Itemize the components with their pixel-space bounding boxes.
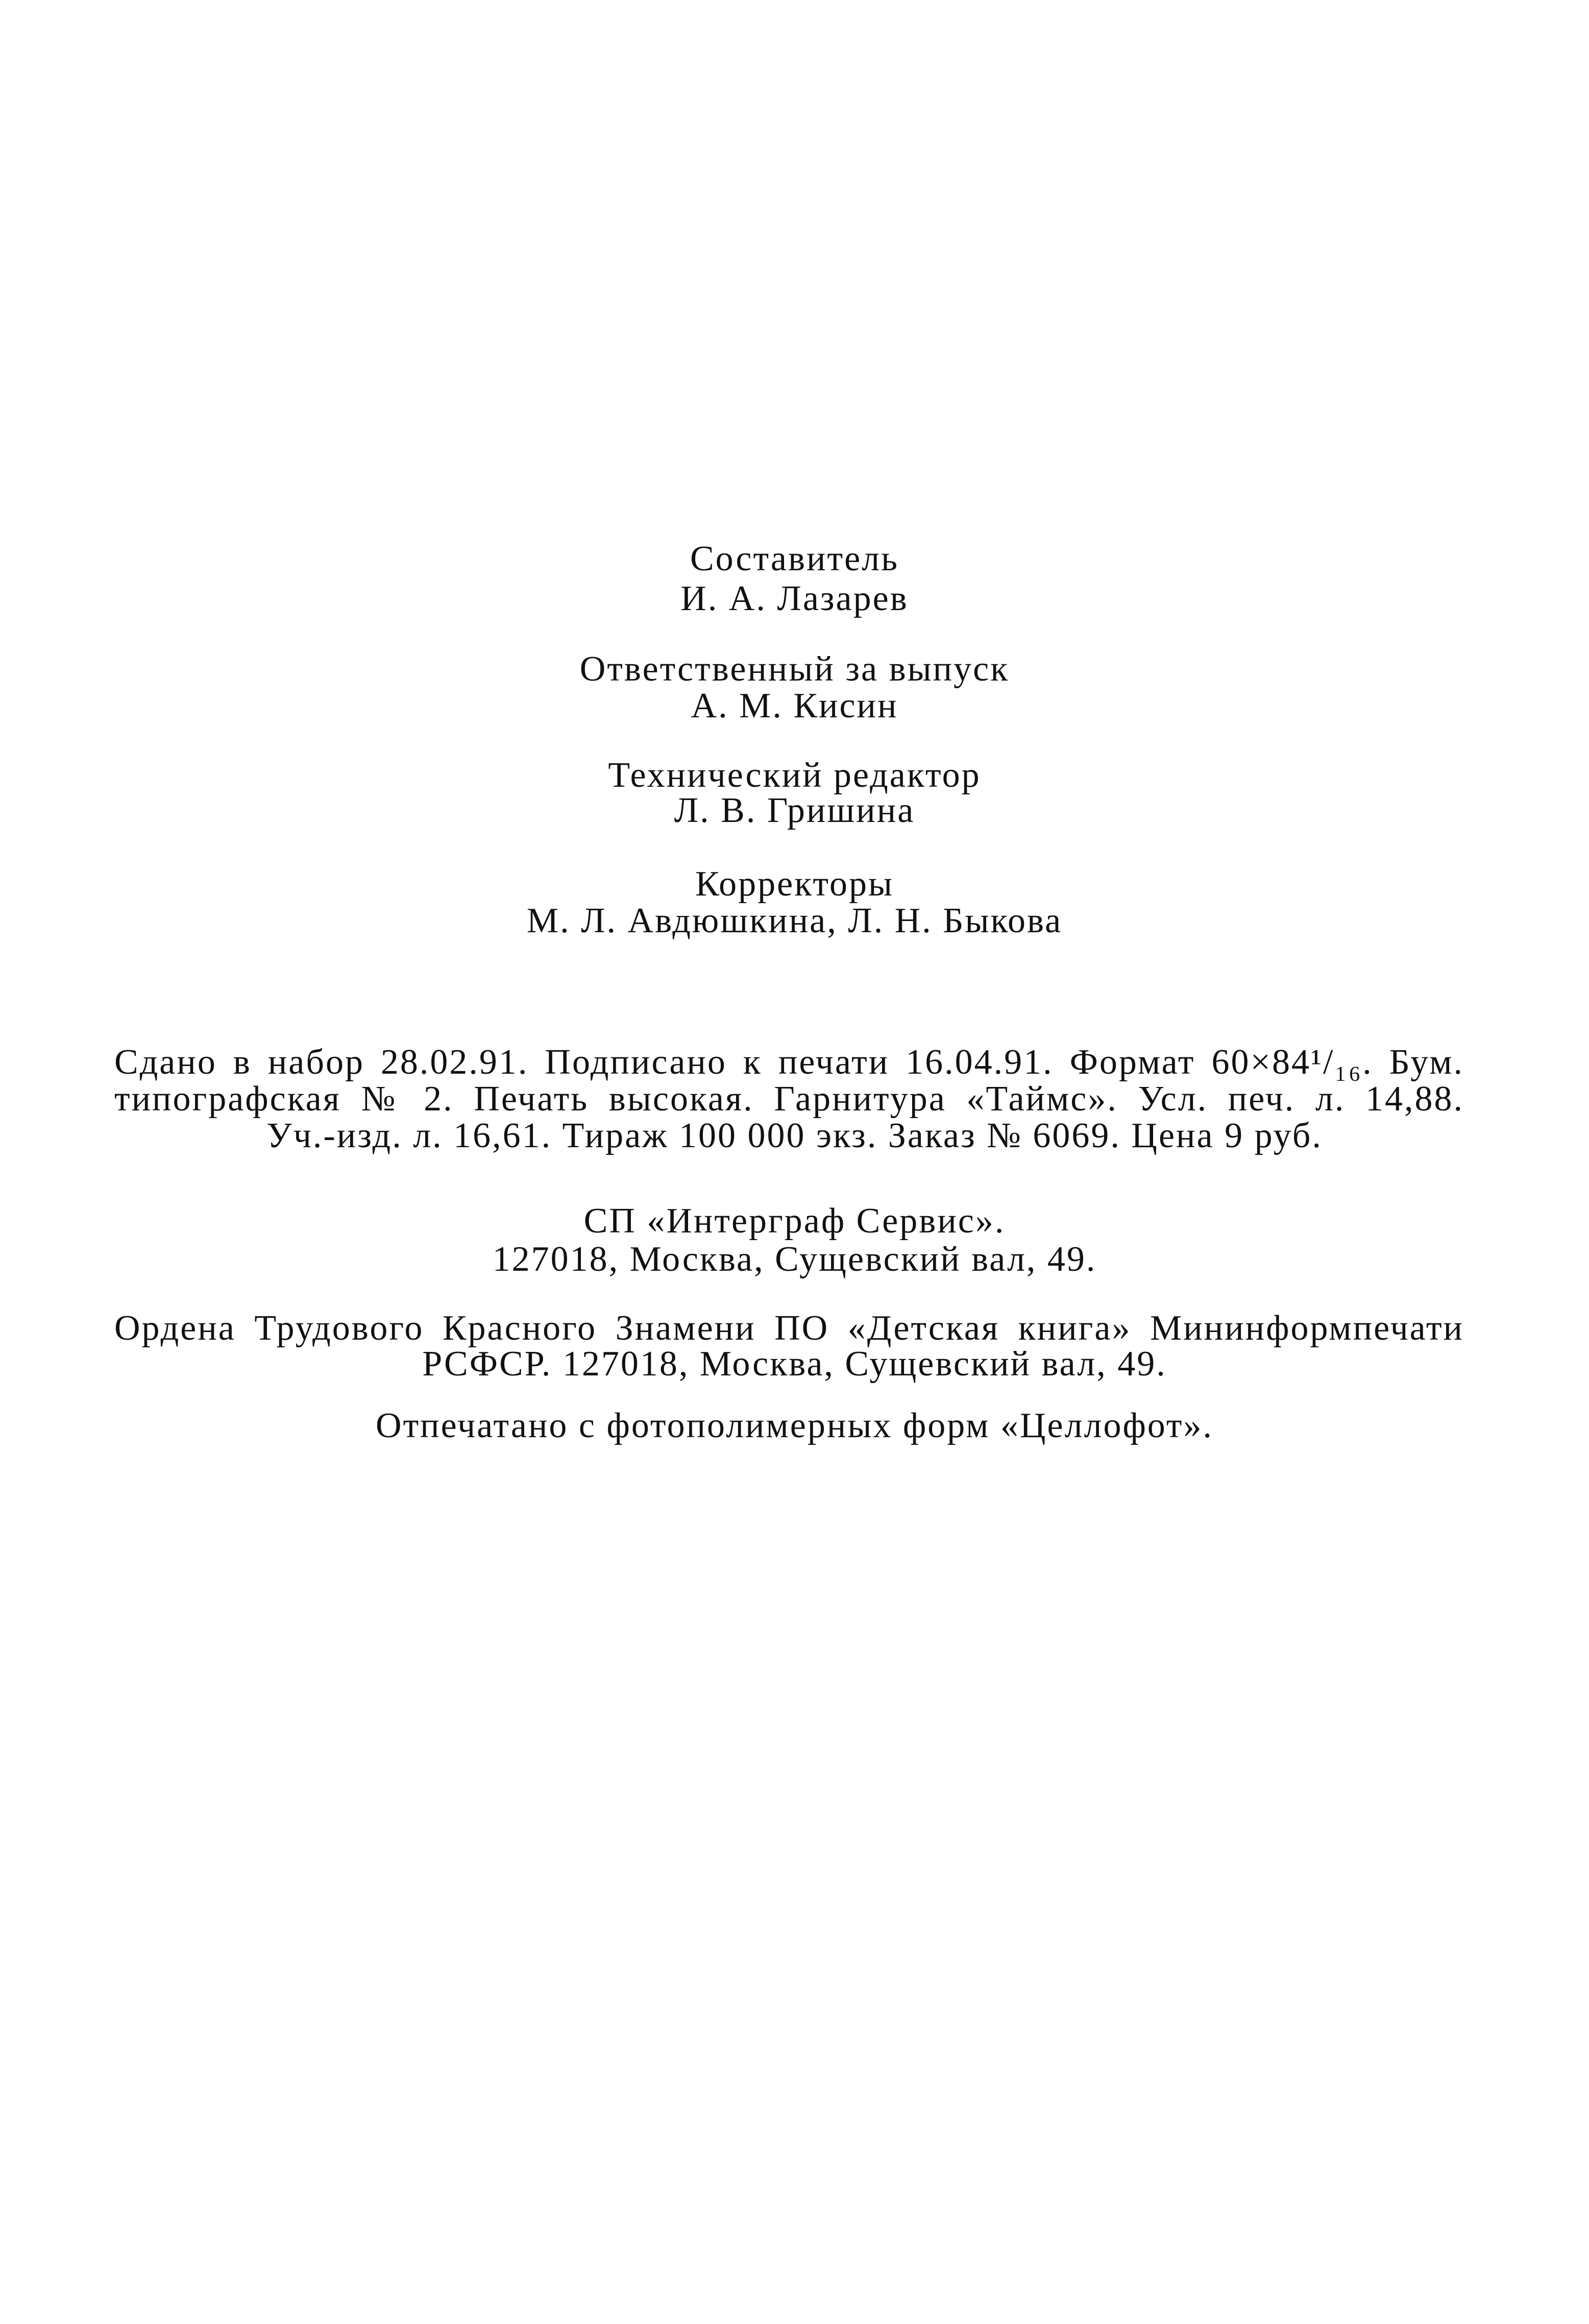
credit-names: М. Л. Авдюшкина, Л. Н. Быкова [526,901,1063,940]
credit-names: Л. В. Гришина [674,791,915,830]
printed-note: Отпечатано с фотополимерных форм «Целлофот». [376,1406,1213,1445]
credit-role: Составитель [690,539,899,578]
credit-role: Ответственный за выпуск [579,649,1010,689]
publisher-name: СП «Интерграф Сервис». [583,1201,1006,1241]
credit-names: И. А. Лазарев [680,579,909,618]
credit-names: А. М. Кисин [691,686,898,725]
imprint-line: Сдано в набор 28.02.91. Подписано к печати 16.04.91. Формат 60×84¹/₁₆. Бум. [114,1043,1464,1082]
credit-role: Технический редактор [608,756,981,795]
imprint-line: типографская № 2. Печать высокая. Гарнитура «Таймс». Усл. печ. л. 14,88. [114,1079,1464,1119]
printer-line: РСФСР. 127018, Москва, Сущевский вал, 49. [422,1344,1167,1384]
imprint-line: Уч.-изд. л. 16,61. Тираж 100 000 экз. Заказ № 6069. Цена 9 руб. [266,1116,1323,1155]
publisher-address: 127018, Москва, Сущевский вал, 49. [492,1240,1097,1279]
printer-line: Ордена Трудового Красного Знамени ПО «Детская книга» Мининформпечати [114,1309,1464,1348]
credit-role: Корректоры [695,864,894,904]
